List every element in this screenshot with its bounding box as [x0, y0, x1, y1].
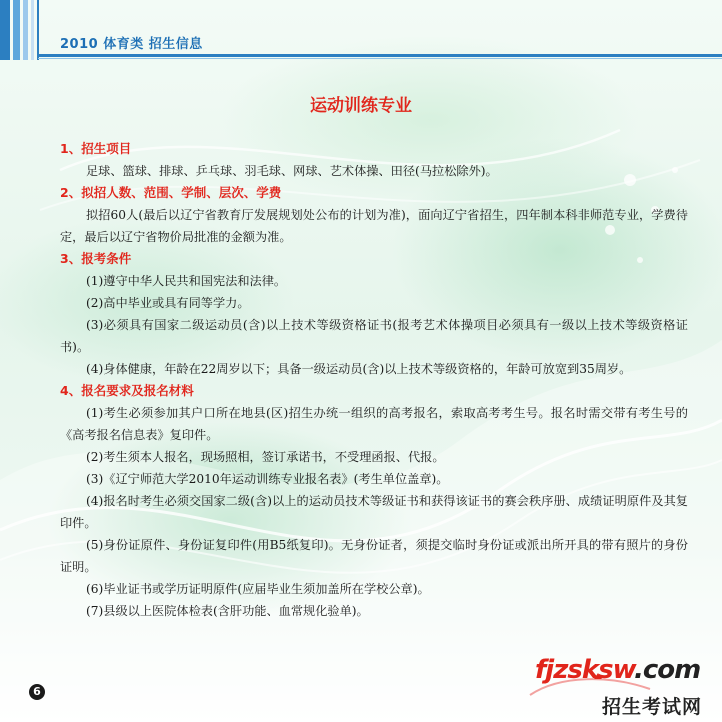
paragraph: (1)考生必须参加其户口所在地县(区)招生办统一组织的高考报名，索取高考考生号。报名时需交带有考生号的《高考报名信息表》复印件。	[60, 406, 688, 442]
paragraph: (7)县级以上医院体检表(含肝功能、血常规化验单)。	[86, 604, 369, 618]
watermark-domain-tld: .com	[633, 655, 701, 685]
section-application-materials	[60, 380, 688, 622]
section-heading: 1、招生项目	[60, 141, 132, 156]
watermark-domain	[535, 655, 700, 685]
section-eligibility	[60, 248, 688, 380]
paragraph: (2)考生须本人报名，现场照相，签订承诺书，不受理函报、代报。	[86, 450, 445, 464]
paragraph: 拟招60人(最后以辽宁省教育厅发展规划处公布的计划为准)，面向辽宁省招生，四年制本科非师范专业，学费待定，最后以辽宁省物价局批准的金额为准。	[60, 208, 688, 244]
paragraph: 足球、篮球、排球、乒乓球、羽毛球、网球、艺术体操、田径(马拉松除外)。	[86, 164, 498, 178]
document-title: 运动训练专业	[310, 96, 412, 116]
paragraph: (4)报名时考生必须交国家二级(含)以上的运动员技术等级证书和获得该证书的赛会秩序册、成绩证明原件及其复印件。	[60, 494, 688, 530]
header-title: 2010 体育类 招生信息	[60, 37, 203, 52]
section-recruit-items	[60, 138, 688, 182]
header-corner-decoration	[0, 0, 48, 60]
paragraph: (5)身份证原件、身份证复印件(用B5纸复印)。无身份证者，须提交临时身份证或派出所开具的带有照片的身份证明。	[60, 538, 688, 574]
watermark-site-name: 招生考试网	[602, 696, 703, 718]
paragraph: (1)遵守中华人民共和国宪法和法律。	[86, 274, 287, 288]
document-body	[60, 138, 688, 622]
paragraph: (2)高中毕业或具有同等学力。	[86, 296, 250, 310]
header-rule	[38, 54, 722, 57]
paragraph: (3)《辽宁师范大学2010年运动训练专业报名表》(考生单位盖章)。	[86, 472, 449, 486]
header-rule-thin	[38, 58, 722, 59]
section-enrollment-plan	[60, 182, 688, 248]
paragraph: (6)毕业证书或学历证明原件(应届毕业生须加盖所在学校公章)。	[86, 582, 430, 596]
section-heading: 3、报考条件	[60, 251, 132, 266]
section-heading: 4、报名要求及报名材料	[60, 383, 194, 398]
paragraph: (4)身体健康，年龄在22周岁以下；具备一级运动员(含)以上技术等级资格的，年龄可放宽到35周岁。	[86, 362, 632, 376]
watermark-domain-main: fjzsksw	[535, 655, 634, 685]
paragraph: (3)必须具有国家二级运动员(含)以上技术等级资格证书(报考艺术体操项目必须具有一级以上技术等级资格证书)。	[60, 318, 688, 354]
page-number: 6	[29, 684, 45, 700]
section-heading: 2、拟招人数、范围、学制、层次、学费	[60, 185, 282, 200]
